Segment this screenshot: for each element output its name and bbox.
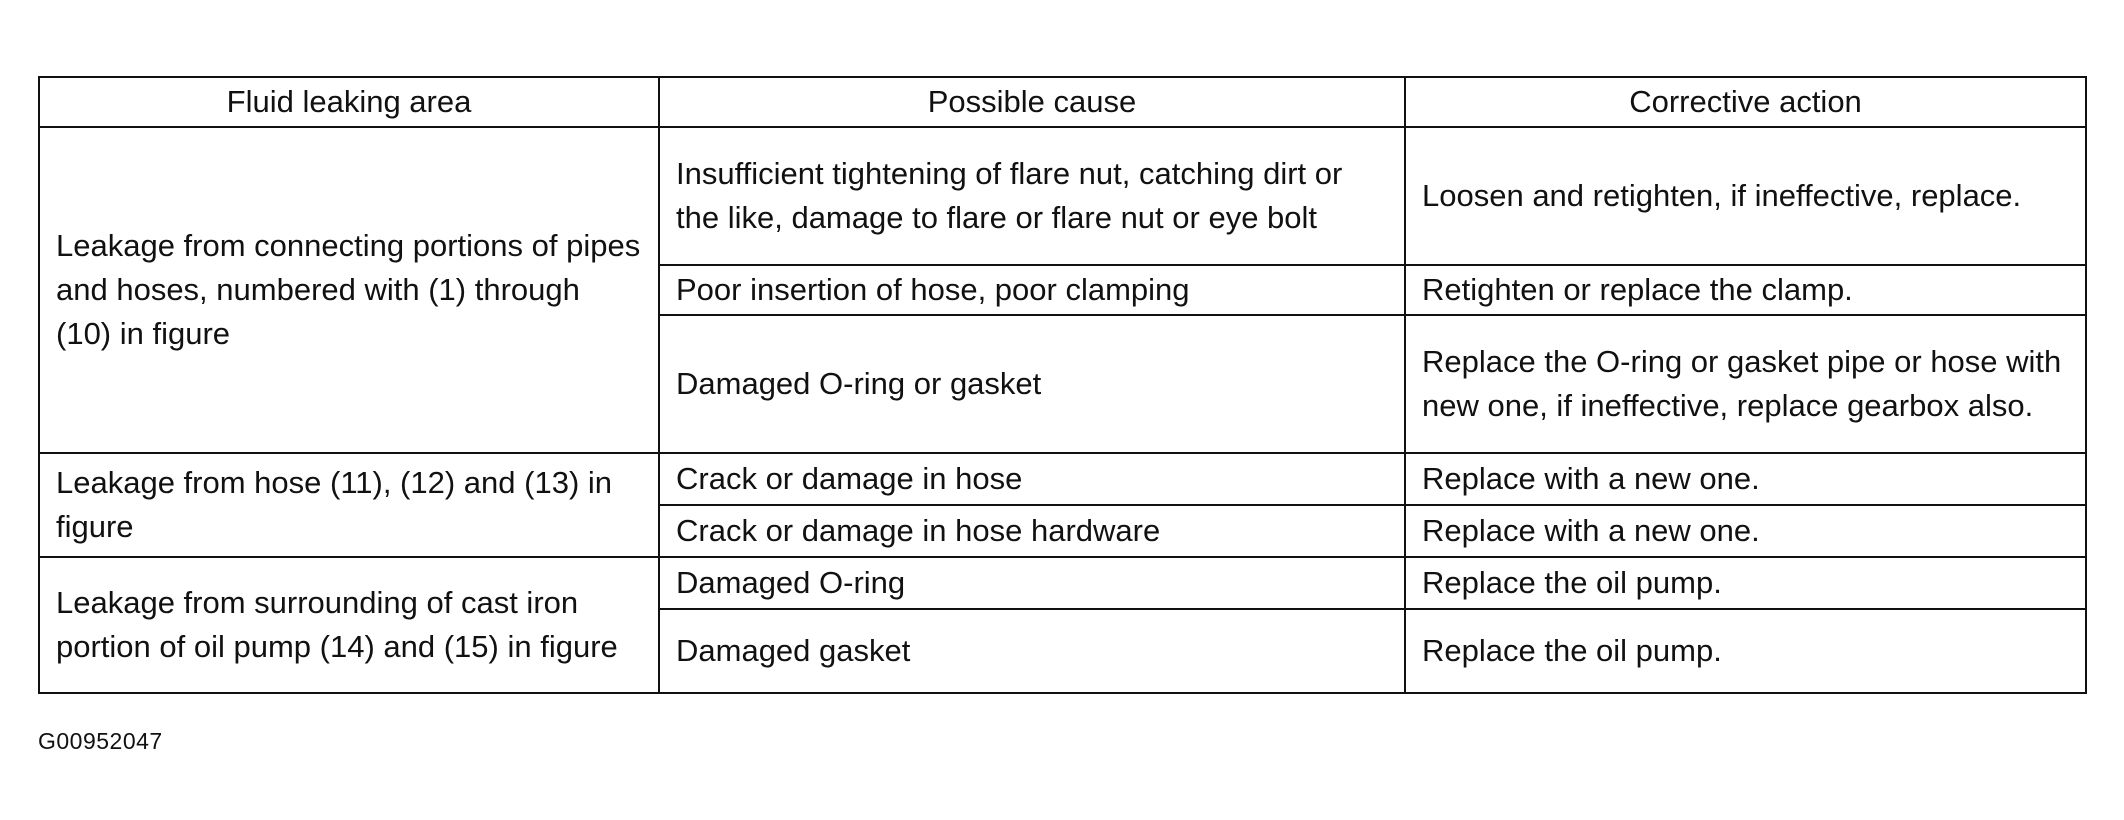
cause-cell: Insufficient tightening of flare nut, catching dirt or the like, damage to flare or flare nut or eye bolt [659,127,1405,265]
leak-area-cell: Leakage from connecting portions of pipes and hoses, numbered with (1) through (10) in figure [39,127,659,453]
fluid-leak-troubleshooting-table [38,76,2087,694]
action-cell: Replace the oil pump. [1405,557,2086,609]
cause-cell: Damaged O-ring or gasket [659,315,1405,453]
header-possible-cause: Possible cause [659,77,1405,127]
header-corrective-action: Corrective action [1405,77,2086,127]
cause-cell: Damaged O-ring [659,557,1405,609]
action-cell: Replace the O-ring or gasket pipe or hose with new one, if ineffective, replace gearbox also. [1405,315,2086,453]
cause-cell: Crack or damage in hose hardware [659,505,1405,557]
cause-cell: Poor insertion of hose, poor clamping [659,265,1405,315]
leak-area-cell: Leakage from surrounding of cast iron portion of oil pump (14) and (15) in figure [39,557,659,693]
table-row [39,453,2086,505]
table-header-row [39,77,2086,127]
cause-cell: Damaged gasket [659,609,1405,693]
table-row [39,127,2086,265]
table-row [39,557,2086,609]
header-fluid-leaking-area: Fluid leaking area [39,77,659,127]
action-cell: Retighten or replace the clamp. [1405,265,2086,315]
figure-id-label: G00952047 [38,728,163,754]
action-cell: Replace the oil pump. [1405,609,2086,693]
troubleshooting-table-container [38,76,2085,694]
cause-cell: Crack or damage in hose [659,453,1405,505]
action-cell: Replace with a new one. [1405,505,2086,557]
leak-area-cell: Leakage from hose (11), (12) and (13) in figure [39,453,659,557]
action-cell: Replace with a new one. [1405,453,2086,505]
action-cell: Loosen and retighten, if ineffective, replace. [1405,127,2086,265]
